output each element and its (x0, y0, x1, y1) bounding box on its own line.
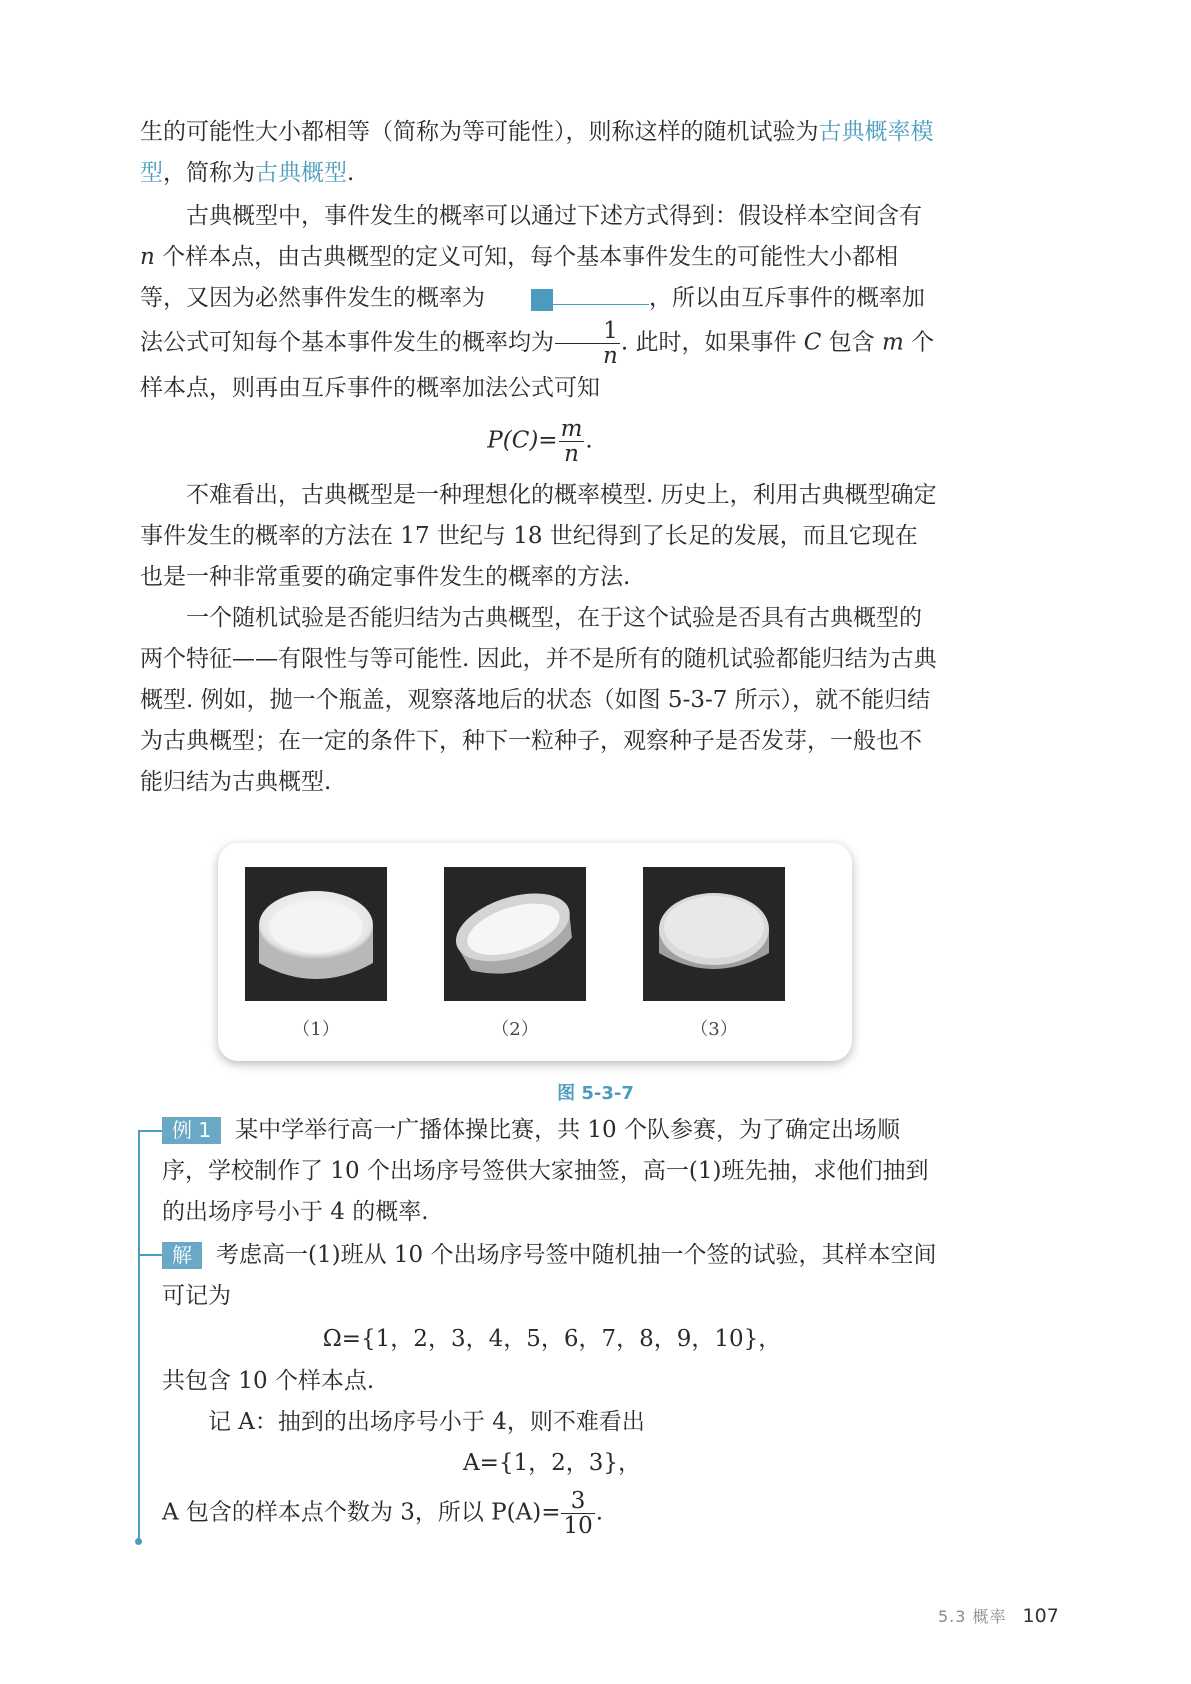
text: ，简称为 (163, 160, 255, 186)
text: . 此时，如果事件 (620, 329, 804, 356)
paragraph-3: 不难看出，古典概型是一种理想化的概率模型. 历史上，利用古典概型确定事件发生的概率的方法在 17 世纪与 18 世纪得到了长足的发展，而且它现在也是一种非常重要的确定事件发生的概率的方法. (140, 481, 937, 590)
var-m: m (882, 329, 904, 356)
text: 个样本点，则再由互斥事件的概率加法公式可知 (140, 329, 935, 402)
fraction-m-over-n: $\frac{m}{n}$ (560, 416, 583, 468)
term-classical-probability-model: 古典概率模型 (140, 119, 934, 186)
text: 生的可能性大小都相等（简称为等可能性），则称这样的随机试验为 (140, 119, 819, 145)
example-tag: 例 1 (162, 1117, 221, 1144)
var-C: C (803, 329, 822, 356)
text: 古典概型中，事件发生的概率可以通过下述方式得到：假设样本空间含有 (186, 203, 922, 229)
var-n: n (140, 244, 155, 270)
solution: 解 考虑高一(1)班从 10 个出场序号签中随机抽一个签的试验，其样本空间可记为 (162, 1242, 937, 1309)
fill-in-blank[interactable] (485, 278, 649, 319)
blank-number-badge: 3 (531, 289, 553, 311)
example-1 (162, 1110, 942, 1538)
text: ，所以由互斥事件的概率加法公式可知每个基本事件发生的概率均为 (140, 285, 925, 356)
bottle-cap-photo-1 (245, 867, 387, 1001)
example-question: 例 1 某中学举行高一广播体操比赛，共 10 个队参赛，为了确定出场顺序，学校制作了 10 个出场序号签供大家抽签，高一(1)班先抽，求他们抽到的出场序号小于 4 的概率. (162, 1117, 929, 1225)
formula-set-a: A={1，2，3}， (462, 1450, 642, 1476)
paragraph-4: 一个随机试验是否能归结为古典概型，在于这个试验是否具有古典概型的两个特征——有限性与等可能性. 因此，并不是所有的随机试验都能归结为古典概型. 例如，抛一个瓶盖，观察落地后的状态（如图 5-3-7 所示），就不能归结为古典概型；在一定的条件下，种下一粒种子，观察种子是否发芽，一般也不能归结为古典概型. (140, 604, 937, 795)
main-text (140, 112, 940, 803)
text: 包含 (821, 329, 882, 356)
text: . (347, 160, 355, 186)
bottle-cap-photo-3 (643, 867, 785, 1001)
formula-pc: P(C)= $\frac{m}{n}$ . (487, 416, 593, 468)
example-end-dot (135, 1538, 142, 1545)
blank-line (553, 304, 649, 305)
fraction-1-over-n: $\frac{1}{n}$ (555, 319, 620, 368)
page-footer (938, 1604, 1059, 1627)
formula-omega: Ω={1，2，3，4，5，6，7，8，9，10}， (322, 1326, 782, 1352)
solution-line-3: 记 A：抽到的出场序号小于 4，则不难看出 (208, 1409, 645, 1435)
example-side-rule (138, 1131, 140, 1542)
solution-line-4: A 包含的样本点个数为 3，所以 P(A)= $\frac{3}{10}$ . (162, 1488, 604, 1540)
bottle-cap-photo-2 (444, 867, 586, 1001)
caption-1: （1） (292, 1019, 340, 1040)
text: 个样本点，由古典概型的定义可知，每个基本事件发生的可能性大小都相等，又因为必然事件发生的概率为 (140, 244, 899, 311)
fraction-3-over-10: $\frac{3}{10}$ (563, 1488, 593, 1540)
figure-title: 图 5-3-7 (557, 1083, 634, 1104)
paragraph-1 (140, 112, 940, 194)
figure-bottle-caps (218, 843, 852, 1061)
caption-2: （2） (491, 1019, 539, 1040)
term-classical-model: 古典概型 (255, 160, 347, 186)
section-label: 5.3 概率 (938, 1607, 1007, 1626)
solution-tag: 解 (162, 1242, 202, 1269)
page-number: 107 (1022, 1605, 1059, 1627)
solution-line-2: 共包含 10 个样本点. (162, 1368, 375, 1394)
paragraph-2 (140, 196, 940, 409)
caption-3: （3） (690, 1019, 738, 1040)
